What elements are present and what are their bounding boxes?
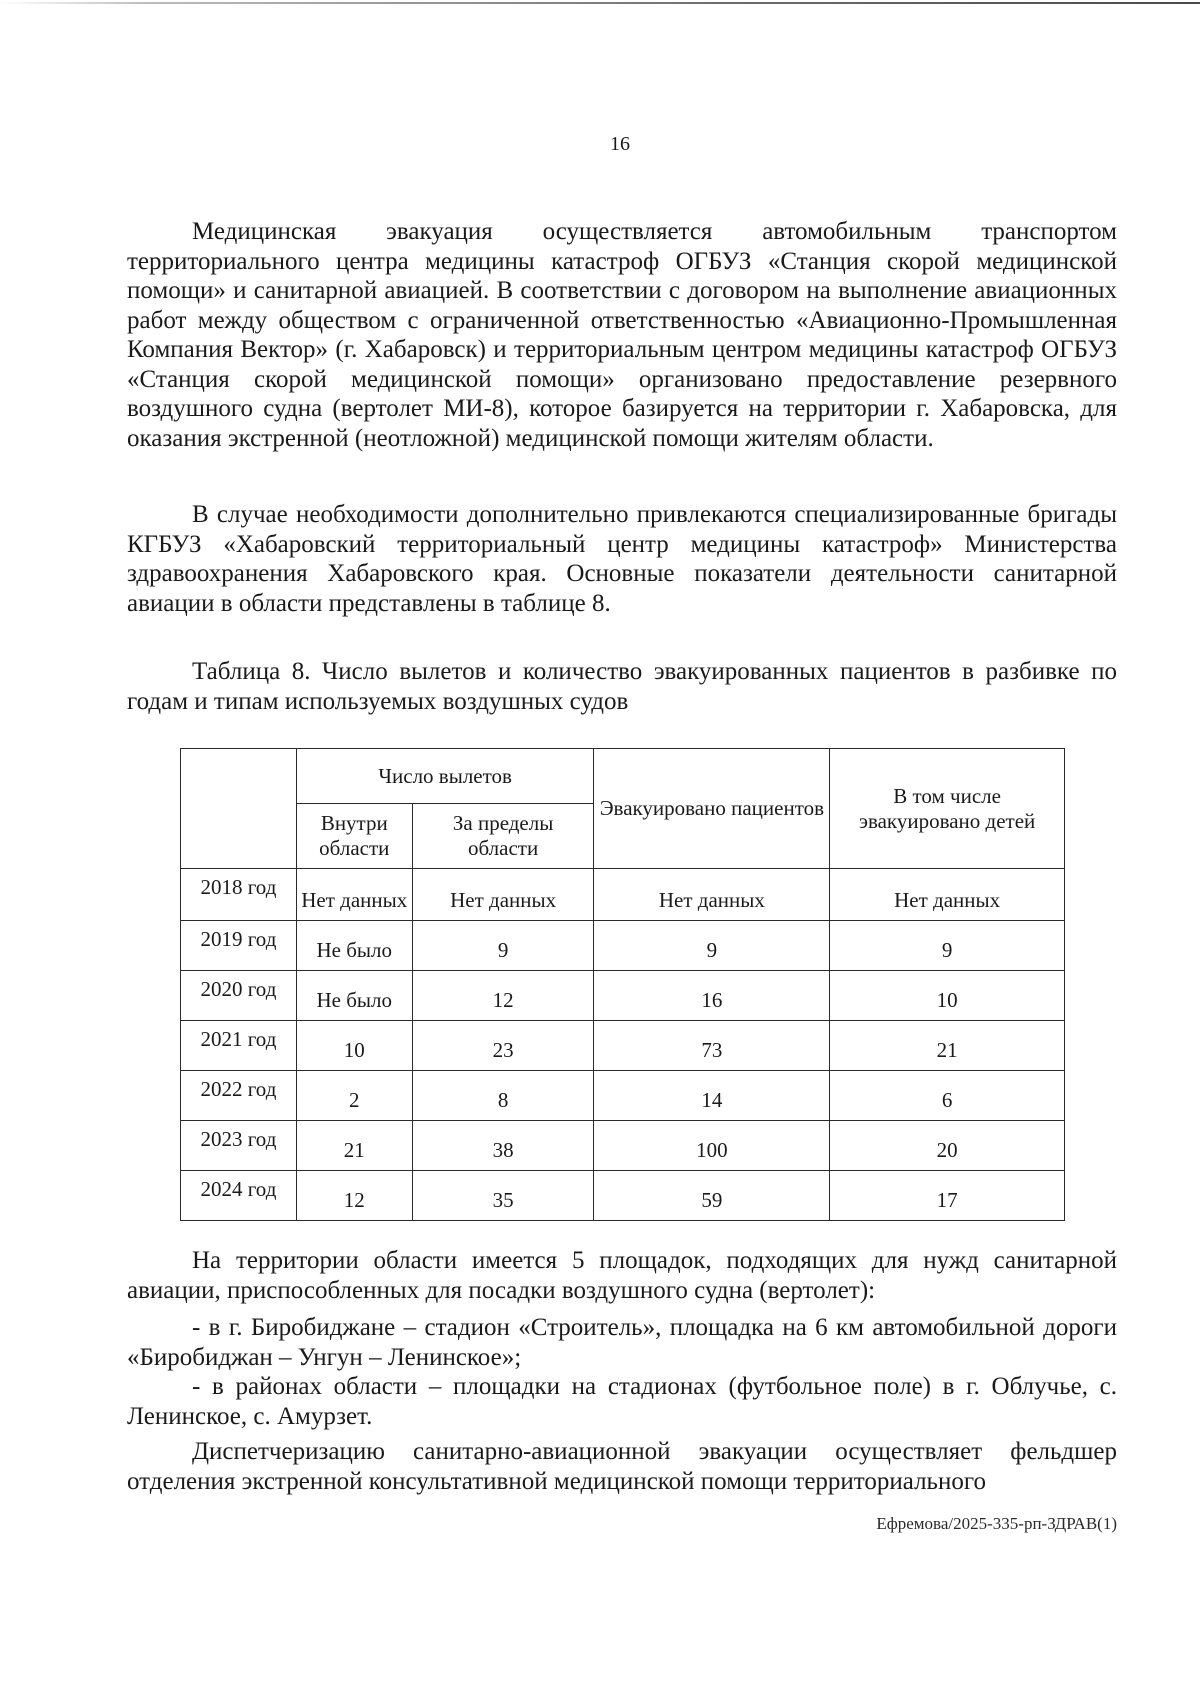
table-row: [181, 1121, 1065, 1171]
flights-evacuation-table: [180, 748, 1065, 1221]
cell-outside: 23: [412, 1021, 594, 1071]
header-outside: За пределы области: [412, 804, 594, 869]
header-children: В том числе эвакуировано детей: [830, 749, 1065, 869]
header-flights: Число вылетов: [296, 749, 594, 804]
cell-children: 21: [830, 1021, 1065, 1071]
cell-year: 2022 год: [181, 1071, 297, 1121]
cell-outside: 35: [412, 1171, 594, 1221]
paragraph-additional-brigades: В случае необходимости дополнительно привлекаются специализированные бригады КГБУЗ «Хабаровский территориальный центр медицины катастроф» Министерства здравоохранения Хабаровского края. Основные показатели деятельности санитарной авиации в области представлены в таблице 8.: [127, 501, 1117, 617]
table-row: [181, 1171, 1065, 1221]
cell-inside: 10: [296, 1021, 412, 1071]
cell-evacuated: 14: [594, 1071, 830, 1121]
paragraph-landing-sites: На территории области имеется 5 площадок, подходящих для нужд санитарной авиации, приспособленных для посадки воздушного судна (вертолет):: [127, 1247, 1117, 1304]
paragraph-evacuation-transport: Медицинская эвакуация осуществляется автомобильным транспортом территориального центра медицины катастроф ОГБУЗ «Станция скорой медицинской помощи» и санитарной авиацией. В соответствии с договором на выполнение авиационных работ между обществом с ограниченной ответственностью «Авиационно-Промышленная Компания Вектор» (г. Хабаровск) и территориальным центром медицины катастроф ОГБУЗ «Станция скорой медицинской помощи» организовано предоставление резервного воздушного судна (вертолет МИ-8), которое базируется на территории г. Хабаровска, для оказания экстренной (неотложной) медицинской помощи жителям области.: [127, 218, 1117, 452]
cell-year: 2018 год: [181, 869, 297, 921]
cell-evacuated: 59: [594, 1171, 830, 1221]
table-row: [181, 1071, 1065, 1121]
header-evacuated: Эвакуировано пациентов: [594, 749, 830, 869]
table-row: [181, 1021, 1065, 1071]
cell-inside: 12: [296, 1171, 412, 1221]
header-year-empty: [181, 749, 297, 869]
cell-inside: Не было: [296, 971, 412, 1021]
cell-outside: 8: [412, 1071, 594, 1121]
cell-children: 10: [830, 971, 1065, 1021]
cell-year: 2024 год: [181, 1171, 297, 1221]
paragraph-birobidzhan-site: - в г. Биробиджане – стадион «Строитель», площадка на 6 км автомобильной дороги «Биробиджан – Унгун – Ленинское»;: [127, 1314, 1117, 1371]
cell-year: 2021 год: [181, 1021, 297, 1071]
table-row: [181, 921, 1065, 971]
top-scan-rule: [0, 2, 1200, 4]
cell-inside: Нет данных: [296, 869, 412, 921]
cell-children: Нет данных: [830, 869, 1065, 921]
cell-children: 9: [830, 921, 1065, 971]
cell-year: 2023 год: [181, 1121, 297, 1171]
cell-inside: 21: [296, 1121, 412, 1171]
cell-outside: Нет данных: [412, 869, 594, 921]
cell-evacuated: 16: [594, 971, 830, 1021]
cell-inside: Не было: [296, 921, 412, 971]
paragraph-district-sites: - в районах области – площадки на стадионах (футбольное поле) в г. Облучье, с. Ленинское, с. Амурзет.: [127, 1373, 1117, 1430]
cell-evacuated: 9: [594, 921, 830, 971]
cell-year: 2019 год: [181, 921, 297, 971]
header-inside: Внутри области: [296, 804, 412, 869]
paragraph-dispatching: Диспетчеризацию санитарно-авиационной эвакуации осуществляет фельдшер отделения экстренной консультативной медицинской помощи территориального: [127, 1438, 1117, 1495]
cell-year: 2020 год: [181, 971, 297, 1021]
cell-inside: 2: [296, 1071, 412, 1121]
cell-outside: 12: [412, 971, 594, 1021]
table-row: [181, 869, 1065, 921]
cell-children: 17: [830, 1171, 1065, 1221]
table-row: [181, 971, 1065, 1021]
cell-outside: 38: [412, 1121, 594, 1171]
cell-children: 6: [830, 1071, 1065, 1121]
cell-evacuated: 100: [594, 1121, 830, 1171]
table-caption: Таблица 8. Число вылетов и количество эвакуированных пациентов в разбивке по годам и типам используемых воздушных судов: [127, 658, 1117, 715]
cell-evacuated: 73: [594, 1021, 830, 1071]
document-registration-code: Ефремова/2025-335-рп-ЗДРАВ(1): [876, 1514, 1117, 1533]
cell-children: 20: [830, 1121, 1065, 1171]
cell-evacuated: Нет данных: [594, 869, 830, 921]
page-number: 16: [610, 133, 630, 155]
cell-outside: 9: [412, 921, 594, 971]
